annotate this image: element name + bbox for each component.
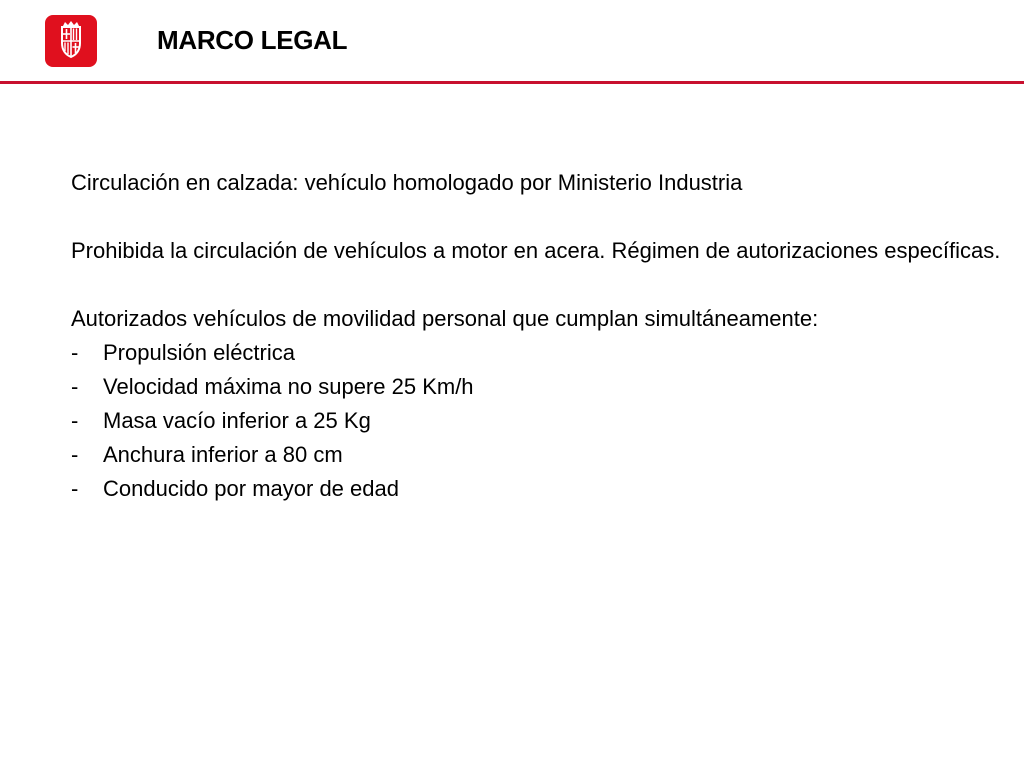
spacer xyxy=(71,200,1001,234)
paragraph-authorized-vehicles: Autorizados vehículos de movilidad personal que cumplan simultáneamente: xyxy=(71,306,819,331)
spacer xyxy=(71,268,1001,302)
list-item-text: Conducido por mayor de edad xyxy=(103,476,399,501)
list-item-text: Velocidad máxima no supere 25 Km/h xyxy=(103,374,474,399)
list-item xyxy=(71,438,1001,472)
list-item xyxy=(71,404,1001,438)
list-item-text: Anchura inferior a 80 cm xyxy=(103,442,343,467)
list-item xyxy=(71,370,1001,404)
header-divider xyxy=(0,81,1024,84)
list-dash: - xyxy=(71,476,79,501)
list-dash: - xyxy=(71,442,79,467)
paragraph-road-circulation: Circulación en calzada: vehículo homologado por Ministerio Industria xyxy=(71,170,743,195)
list-dash: - xyxy=(71,408,79,433)
list-dash: - xyxy=(71,340,79,365)
page-title: MARCO LEGAL xyxy=(157,25,348,55)
list-item xyxy=(71,472,1001,506)
list-item xyxy=(71,336,1001,370)
requirements-list xyxy=(71,336,1001,506)
list-dash: - xyxy=(71,374,79,399)
list-item-text: Propulsión eléctrica xyxy=(103,340,295,365)
barcelona-coat-of-arms-icon xyxy=(45,15,97,67)
paragraph-sidewalk-prohibition: Prohibida la circulación de vehículos a motor en acera. Régimen de autorizaciones específicas. xyxy=(71,238,1001,263)
list-item-text: Masa vacío inferior a 25 Kg xyxy=(103,408,371,433)
slide-body xyxy=(71,166,1001,506)
